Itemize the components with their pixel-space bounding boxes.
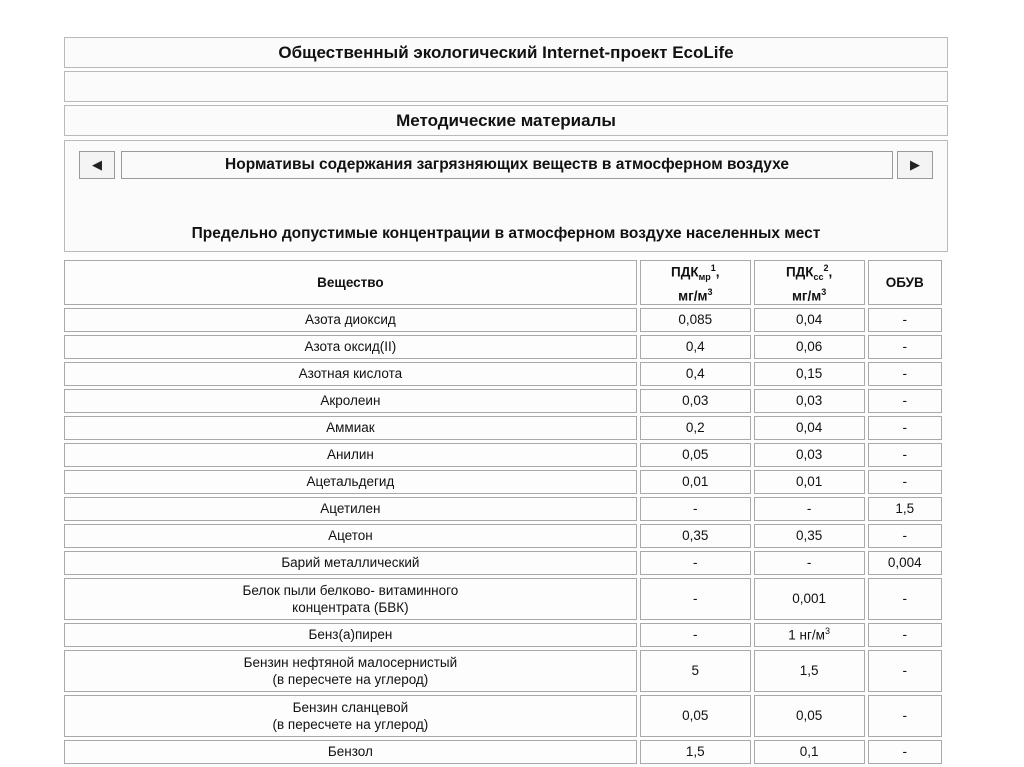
cell-obuv: - xyxy=(868,470,942,494)
cell-substance: Ацетальдегид xyxy=(64,470,637,494)
section-title: Методические материалы xyxy=(396,110,616,130)
table-row xyxy=(64,650,942,692)
table-heading: Предельно допустимые концентрации в атмосферном воздухе населенных мест xyxy=(191,225,821,242)
cell-obuv: - xyxy=(868,650,942,692)
table-row xyxy=(64,578,942,620)
header-pdk-ss: $ПДК_{сс}^2$, $мг/м^3$ xyxy=(754,260,865,305)
cell-pdk-ss: 0,001 xyxy=(754,578,865,620)
triangle-right-icon: ▶ xyxy=(910,157,920,172)
cell-substance: Барий металлический xyxy=(64,551,637,575)
triangle-left-icon: ◀ xyxy=(92,157,102,172)
cell-pdk-mr: 0,4 xyxy=(640,335,751,359)
cell-pdk-mr: - xyxy=(640,578,751,620)
cell-pdk-ss: 0,05 xyxy=(754,695,865,737)
section-title-bar xyxy=(64,105,948,136)
cell-obuv: - xyxy=(868,389,942,413)
cell-pdk-ss: 0,06 xyxy=(754,335,865,359)
cell-pdk-mr: 5 xyxy=(640,650,751,692)
cell-pdk-ss: 0,04 xyxy=(754,416,865,440)
cell-substance: Азота диоксид xyxy=(64,308,637,332)
cell-obuv: - xyxy=(868,416,942,440)
cell-pdk-ss: 1,5 xyxy=(754,650,865,692)
table-row xyxy=(64,335,942,359)
cell-pdk-mr: 0,35 xyxy=(640,524,751,548)
table-row xyxy=(64,551,942,575)
table-row xyxy=(64,443,942,467)
cell-pdk-mr: 0,05 xyxy=(640,443,751,467)
cell-pdk-mr: 0,085 xyxy=(640,308,751,332)
table-header-row xyxy=(64,260,942,305)
cell-pdk-mr: 0,2 xyxy=(640,416,751,440)
cell-pdk-ss: 0,01 xyxy=(754,470,865,494)
table-row xyxy=(64,389,942,413)
cell-pdk-mr: - xyxy=(640,623,751,647)
cell-substance: Азота оксид(II) xyxy=(64,335,637,359)
cell-obuv: - xyxy=(868,524,942,548)
cell-pdk-mr: 0,4 xyxy=(640,362,751,386)
cell-substance: Бензол xyxy=(64,740,637,764)
cell-pdk-ss: 0,35 xyxy=(754,524,865,548)
cell-pdk-mr: 0,03 xyxy=(640,389,751,413)
cell-pdk-mr: - xyxy=(640,497,751,521)
cell-pdk-ss: 0,15 xyxy=(754,362,865,386)
header-obuv: ОБУВ xyxy=(868,260,942,305)
cell-pdk-ss: 1 $нг/м^3$ xyxy=(754,623,865,647)
header-substance: Вещество xyxy=(64,260,637,305)
navigation-panel xyxy=(64,140,948,252)
table-row xyxy=(64,497,942,521)
cell-obuv: - xyxy=(868,578,942,620)
cell-obuv: 1,5 xyxy=(868,497,942,521)
table-row xyxy=(64,416,942,440)
cell-obuv: - xyxy=(868,623,942,647)
cell-substance: Аммиак xyxy=(64,416,637,440)
pdk-table xyxy=(61,257,945,767)
table-row xyxy=(64,695,942,737)
cell-obuv: - xyxy=(868,335,942,359)
cell-pdk-ss: 0,04 xyxy=(754,308,865,332)
cell-pdk-mr: 0,05 xyxy=(640,695,751,737)
cell-substance: Бензин нефтяной малосернистый (в пересчете на углерод) xyxy=(64,650,637,692)
cell-substance: Бензин сланцевой (в пересчете на углерод) xyxy=(64,695,637,737)
nav-title-text: Нормативы содержания загрязняющих веществ в атмосферном воздухе xyxy=(225,156,789,173)
cell-pdk-ss: - xyxy=(754,551,865,575)
document-sheet xyxy=(64,37,948,767)
table-row xyxy=(64,362,942,386)
table-row xyxy=(64,524,942,548)
cell-substance: Анилин xyxy=(64,443,637,467)
cell-substance: Азотная кислота xyxy=(64,362,637,386)
cell-pdk-mr: 1,5 xyxy=(640,740,751,764)
header-pdk-mr: $ПДК_{мр}^1$, $мг/м^3$ xyxy=(640,260,751,305)
cell-substance: Белок пыли белково- витаминного концентрата (БВК) xyxy=(64,578,637,620)
table-row xyxy=(64,623,942,647)
cell-pdk-ss: - xyxy=(754,497,865,521)
cell-obuv: - xyxy=(868,308,942,332)
cell-obuv: - xyxy=(868,362,942,386)
cell-obuv: - xyxy=(868,443,942,467)
cell-pdk-mr: 0,01 xyxy=(640,470,751,494)
table-row xyxy=(64,740,942,764)
cell-pdk-ss: 0,03 xyxy=(754,443,865,467)
empty-bar xyxy=(64,71,948,102)
cell-pdk-ss: 0,1 xyxy=(754,740,865,764)
cell-obuv: 0,004 xyxy=(868,551,942,575)
cell-substance: Бенз(а)пирен xyxy=(64,623,637,647)
cell-obuv: - xyxy=(868,740,942,764)
table-row xyxy=(64,308,942,332)
cell-substance: Акролеин xyxy=(64,389,637,413)
nav-title xyxy=(121,151,893,179)
prev-button[interactable] xyxy=(79,151,115,179)
cell-obuv: - xyxy=(868,695,942,737)
cell-substance: Ацетон xyxy=(64,524,637,548)
cell-substance: Ацетилен xyxy=(64,497,637,521)
cell-pdk-mr: - xyxy=(640,551,751,575)
cell-pdk-ss: 0,03 xyxy=(754,389,865,413)
site-title: Общественный экологический Internet-проект EcoLife xyxy=(278,42,734,62)
site-title-bar xyxy=(64,37,948,68)
table-row xyxy=(64,470,942,494)
next-button[interactable] xyxy=(897,151,933,179)
